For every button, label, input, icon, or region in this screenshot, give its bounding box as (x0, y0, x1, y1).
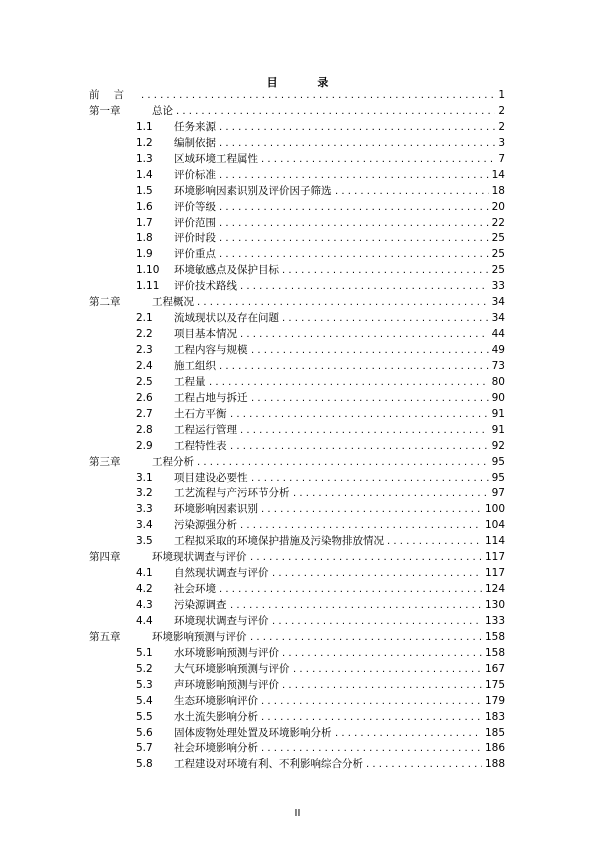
toc-entry-title: 环境现状调查与评价 (174, 614, 269, 627)
toc-entry-page: 133 (484, 614, 505, 630)
toc-entry-number: 2.5 (136, 375, 153, 388)
toc-entry-chapter[interactable] (89, 455, 505, 471)
toc-entry-number: 2.6 (136, 391, 153, 404)
toc-entry-section[interactable] (89, 439, 505, 455)
dot-leader (251, 471, 489, 487)
toc-entry-number: 1.10 (136, 264, 160, 277)
toc-title: 目 录 (266, 76, 347, 89)
dot-leader (240, 327, 489, 343)
toc-entry-page: 25 (491, 263, 505, 279)
toc-entry-page: 97 (491, 486, 505, 502)
toc-entry-title: 工程运行管理 (174, 423, 237, 436)
toc-entry-section[interactable] (89, 327, 505, 343)
toc-entry-number: 4.4 (136, 614, 153, 627)
toc-entry-title: 项目基本情况 (174, 328, 237, 341)
dot-leader (176, 104, 495, 120)
toc-entry-page: 20 (491, 200, 505, 216)
toc-entry-number: 1.11 (136, 280, 160, 293)
toc-entry-section[interactable] (89, 582, 505, 598)
toc-entry-title: 自然现状调查与评价 (174, 567, 269, 580)
toc-entry-page: 25 (491, 247, 505, 263)
toc-entry-number: 2.7 (136, 407, 153, 420)
toc-entry-section[interactable] (89, 120, 505, 136)
toc-entry-number: 4.2 (136, 583, 153, 596)
dot-leader (272, 614, 482, 630)
toc-entry-section[interactable] (89, 614, 505, 630)
toc-entry-title: 环境敏感点及保护目标 (174, 264, 279, 277)
dot-leader (251, 343, 489, 359)
toc-entry-page: 117 (484, 566, 505, 582)
toc-entry-title: 总论 (152, 104, 173, 117)
toc-entry-page: 183 (484, 710, 505, 726)
toc-entry-section[interactable] (89, 184, 505, 200)
toc-entry-number: 1.7 (136, 216, 153, 229)
toc-entry-number: 前言 (89, 89, 138, 101)
toc-entry-number: 5.8 (136, 758, 153, 771)
dot-leader (250, 550, 482, 566)
toc-entry-preface[interactable] (89, 88, 505, 104)
toc-entry-page: 104 (484, 518, 505, 534)
toc-entry-title: 土石方平衡 (174, 407, 227, 420)
toc-entry-page: 7 (497, 152, 505, 168)
dot-leader (219, 120, 495, 136)
toc-entry-number: 2.8 (136, 423, 153, 436)
toc-entry-title: 施工组织 (174, 359, 216, 372)
toc-entry-number: 5.3 (136, 678, 153, 691)
toc-entry-title: 项目建设必要性 (174, 471, 248, 484)
toc-entry-number: 第四章 (89, 551, 121, 564)
dot-leader (240, 518, 482, 534)
dot-leader (141, 88, 495, 104)
toc-entry-section[interactable] (89, 662, 505, 678)
dot-leader (240, 423, 489, 439)
toc-entry-section[interactable] (89, 598, 505, 614)
toc-entry-page: 186 (484, 741, 505, 757)
toc-entry-page: 92 (491, 439, 505, 455)
toc-entry-page: 22 (491, 216, 505, 232)
toc-entry-section[interactable] (89, 710, 505, 726)
toc-entry-number: 5.5 (136, 710, 153, 723)
dot-leader (261, 502, 482, 518)
toc-entry-number: 5.7 (136, 742, 153, 755)
toc-entry-title: 工程分析 (152, 455, 194, 468)
toc-entry-title: 流域现状以及存在问题 (174, 312, 279, 325)
toc-entry-title: 生态环境影响评价 (174, 694, 258, 707)
toc-entry-title: 工程概况 (152, 296, 194, 309)
toc-entry-number: 5.2 (136, 662, 153, 675)
toc-entry-page: 185 (484, 726, 505, 742)
toc-entry-section[interactable] (89, 566, 505, 582)
toc-entry-chapter[interactable] (89, 630, 505, 646)
toc-entry-title: 工程拟采取的环境保护措施及污染物排放情况 (174, 535, 384, 548)
toc-entry-number: 3.3 (136, 503, 153, 516)
toc-entry-number: 4.1 (136, 567, 153, 580)
toc-entry-section[interactable] (89, 136, 505, 152)
dot-leader (272, 566, 482, 582)
toc-entry-page: 3 (497, 136, 505, 152)
toc-entry-title: 环境影响因素识别 (174, 503, 258, 516)
dot-leader (282, 646, 482, 662)
toc-entry-number: 3.2 (136, 487, 153, 500)
toc-entry-section[interactable] (89, 279, 505, 295)
toc-entry-number: 3.1 (136, 471, 153, 484)
toc-entry-section[interactable] (89, 263, 505, 279)
toc-entry-page: 44 (491, 327, 505, 343)
toc-entry-page: 95 (491, 455, 505, 471)
toc-entry-title: 评价等级 (174, 200, 216, 213)
toc-entry-section[interactable] (89, 534, 505, 550)
dot-leader (230, 598, 482, 614)
dot-leader (197, 455, 489, 471)
toc-entry-number: 5.4 (136, 694, 153, 707)
toc-entry-number: 1.4 (136, 168, 153, 181)
dot-leader (219, 168, 489, 184)
toc-entry-page: 188 (484, 757, 505, 773)
toc-entry-section[interactable] (89, 757, 505, 773)
toc-entry-title: 声环境影响预测与评价 (174, 678, 279, 691)
toc-entry-section[interactable] (89, 518, 505, 534)
dot-leader (261, 741, 482, 757)
toc-entry-section[interactable] (89, 343, 505, 359)
toc-entry-section[interactable] (89, 311, 505, 327)
dot-leader (282, 263, 489, 279)
toc-entry-page: 25 (491, 231, 505, 247)
toc-entry-title: 编制依据 (174, 136, 216, 149)
toc-entry-section[interactable] (89, 231, 505, 247)
toc-entry-chapter[interactable] (89, 295, 505, 311)
dot-leader (219, 216, 489, 232)
toc-entry-section[interactable] (89, 375, 505, 391)
dot-leader (335, 726, 482, 742)
toc-entry-number: 2.9 (136, 439, 153, 452)
toc-entry-section[interactable] (89, 200, 505, 216)
toc-entry-page: 2 (497, 104, 505, 120)
toc-entry-title: 工程占地与拆迁 (174, 391, 248, 404)
toc-entry-title: 任务来源 (174, 120, 216, 133)
table-of-contents (89, 88, 505, 773)
dot-leader (230, 407, 489, 423)
dot-leader (293, 662, 482, 678)
toc-entry-page: 175 (484, 678, 505, 694)
toc-entry-number: 1.3 (136, 152, 153, 165)
toc-entry-page: 34 (491, 295, 505, 311)
toc-entry-page: 130 (484, 598, 505, 614)
dot-leader (293, 486, 489, 502)
dot-leader (240, 279, 489, 295)
dot-leader (261, 694, 482, 710)
toc-entry-section[interactable] (89, 694, 505, 710)
toc-entry-number: 第五章 (89, 630, 121, 643)
toc-entry-title: 环境现状调查与评价 (152, 551, 247, 564)
toc-entry-number: 5.1 (136, 646, 153, 659)
toc-entry-number: 2.2 (136, 328, 153, 341)
toc-entry-section[interactable] (89, 678, 505, 694)
toc-entry-section[interactable] (89, 423, 505, 439)
toc-entry-page: 95 (491, 471, 505, 487)
toc-entry-title: 社会环境 (174, 583, 216, 596)
toc-entry-page: 1 (497, 88, 505, 104)
toc-entry-section[interactable] (89, 216, 505, 232)
toc-entry-section[interactable] (89, 247, 505, 263)
toc-entry-number: 2.4 (136, 359, 153, 372)
toc-entry-page: 158 (484, 630, 505, 646)
toc-entry-section[interactable] (89, 407, 505, 423)
toc-entry-section[interactable] (89, 168, 505, 184)
toc-entry-section[interactable] (89, 726, 505, 742)
toc-entry-page: 158 (484, 646, 505, 662)
toc-entry-number: 3.4 (136, 519, 153, 532)
toc-entry-number: 5.6 (136, 726, 153, 739)
toc-entry-section[interactable] (89, 741, 505, 757)
dot-leader (219, 582, 482, 598)
toc-entry-page: 179 (484, 694, 505, 710)
dot-leader (261, 152, 495, 168)
dot-leader (282, 678, 482, 694)
toc-entry-section[interactable] (89, 486, 505, 502)
toc-entry-title: 工程建设对环境有利、不利影响综合分析 (174, 758, 363, 771)
dot-leader (219, 231, 489, 247)
toc-entry-title: 评价重点 (174, 248, 216, 261)
dot-leader (366, 757, 482, 773)
toc-entry-number: 2.1 (136, 312, 153, 325)
dot-leader (251, 391, 489, 407)
dot-leader (230, 439, 489, 455)
toc-entry-page: 34 (491, 311, 505, 327)
toc-entry-page: 73 (491, 359, 505, 375)
toc-entry-title: 工程内容与规模 (174, 344, 248, 356)
dot-leader (250, 630, 482, 646)
toc-entry-section[interactable] (89, 471, 505, 487)
toc-entry-number: 1.8 (136, 232, 153, 245)
toc-entry-number: 4.3 (136, 599, 153, 611)
toc-entry-number: 2.3 (136, 344, 153, 356)
dot-leader (209, 375, 489, 391)
toc-entry-number: 1.9 (136, 248, 153, 261)
toc-entry-title: 污染源调查 (174, 599, 227, 611)
dot-leader (219, 200, 489, 216)
toc-entry-page: 2 (497, 120, 505, 136)
toc-entry-title: 环境影响因素识别及评价因子筛选 (174, 184, 332, 197)
toc-entry-section[interactable] (89, 152, 505, 168)
toc-entry-page: 114 (484, 534, 505, 550)
toc-entry-title: 评价标准 (174, 168, 216, 181)
toc-entry-chapter[interactable] (89, 550, 505, 566)
toc-entry-page: 80 (491, 375, 505, 391)
toc-entry-number: 第二章 (89, 296, 121, 309)
dot-leader (197, 295, 489, 311)
toc-entry-section[interactable] (89, 646, 505, 662)
toc-entry-number: 1.1 (136, 120, 153, 133)
toc-entry-title: 工艺流程与产污环节分析 (174, 487, 290, 500)
toc-entry-section[interactable] (89, 391, 505, 407)
toc-entry-page: 18 (491, 184, 505, 200)
toc-entry-number: 第一章 (89, 104, 121, 117)
toc-entry-title: 固体废物处理处置及环境影响分析 (174, 726, 332, 739)
toc-entry-number: 1.5 (136, 184, 153, 197)
toc-entry-title: 评价时段 (174, 232, 216, 245)
toc-entry-page: 100 (484, 502, 505, 518)
toc-entry-number: 第三章 (89, 455, 121, 468)
toc-entry-number: 1.6 (136, 200, 153, 213)
dot-leader (335, 184, 489, 200)
toc-entry-title: 评价范围 (174, 216, 216, 229)
toc-entry-section[interactable] (89, 502, 505, 518)
dot-leader (219, 247, 489, 263)
toc-entry-title: 工程特性表 (174, 439, 227, 452)
toc-entry-page: 91 (491, 407, 505, 423)
toc-entry-page: 167 (484, 662, 505, 678)
dot-leader (219, 359, 489, 375)
toc-entry-page: 117 (484, 550, 505, 566)
dot-leader (261, 710, 482, 726)
toc-entry-section[interactable] (89, 359, 505, 375)
toc-entry-title: 社会环境影响分析 (174, 742, 258, 755)
dot-leader (387, 534, 482, 550)
toc-entry-page: 49 (491, 343, 505, 359)
toc-entry-title: 区域环境工程属性 (174, 152, 258, 165)
toc-entry-page: 91 (491, 423, 505, 439)
dot-leader (282, 311, 489, 327)
toc-entry-title: 评价技术路线 (174, 280, 237, 293)
toc-entry-title: 水土流失影响分析 (174, 710, 258, 723)
toc-entry-page: 14 (491, 168, 505, 184)
toc-entry-page: 90 (491, 391, 505, 407)
dot-leader (219, 136, 495, 152)
toc-entry-page: 124 (484, 582, 505, 598)
toc-entry-title: 污染源强分析 (174, 519, 237, 532)
toc-entry-title: 水环境影响预测与评价 (174, 646, 279, 659)
toc-entry-number: 3.5 (136, 535, 153, 548)
toc-entry-number: 1.2 (136, 136, 153, 149)
toc-entry-title: 大气环境影响预测与评价 (174, 662, 290, 675)
toc-entry-chapter[interactable] (89, 104, 505, 120)
toc-entry-title: 环境影响预测与评价 (152, 630, 247, 643)
page-number-footer: II (294, 808, 301, 819)
toc-entry-title: 工程量 (174, 375, 206, 388)
toc-entry-page: 33 (491, 279, 505, 295)
